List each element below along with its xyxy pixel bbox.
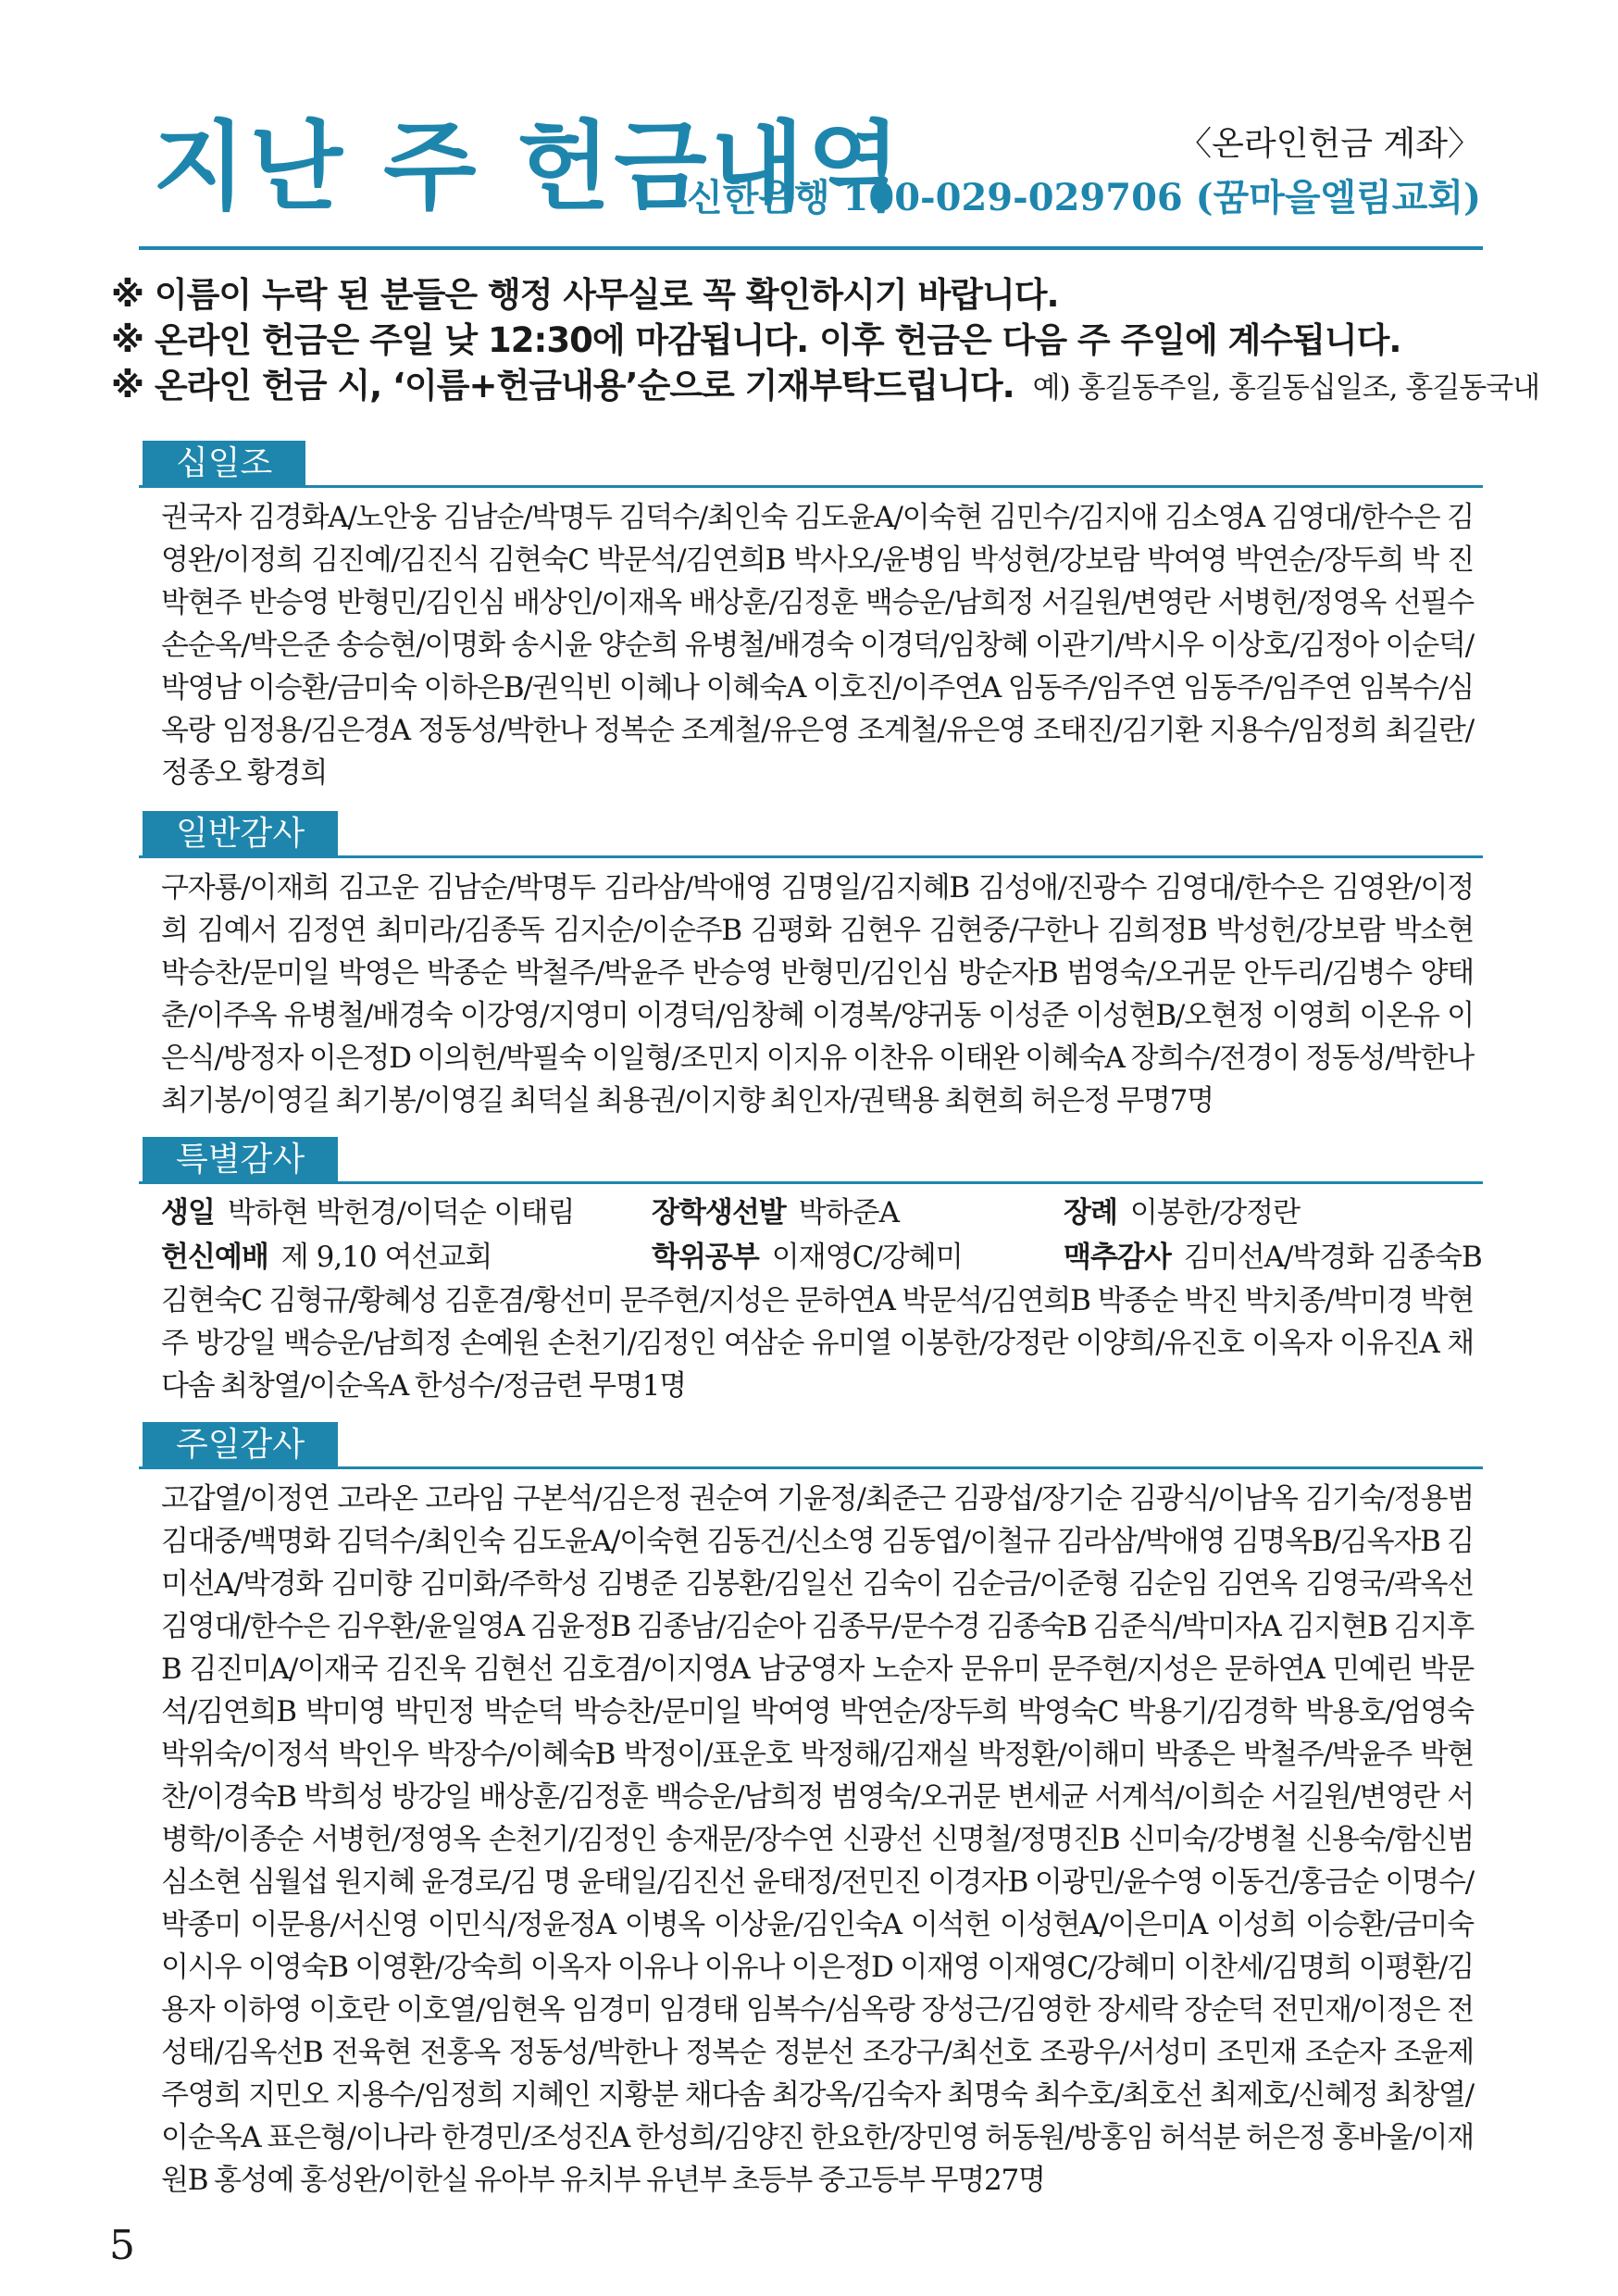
section-label: 일반감사 <box>143 811 338 857</box>
special-category <box>161 1235 492 1279</box>
category-label: 헌신예배 <box>161 1241 268 1274</box>
section-general-thanks <box>139 811 1483 1122</box>
notice-item <box>111 318 1490 363</box>
special-category <box>652 1191 899 1235</box>
category-names: 박하준A <box>798 1196 899 1229</box>
section-divider <box>139 485 1483 488</box>
special-category-grid <box>161 1191 1482 1279</box>
notice-text: ※ 온라인 헌금은 주일 낮 12:30에 마감됩니다. 이후 헌금은 다음 주 주일에 계수됩니다. <box>111 320 1401 360</box>
category-names: 이재영C/강혜미 <box>771 1241 963 1274</box>
section-header <box>139 1422 1483 1470</box>
section-divider <box>139 855 1483 858</box>
category-label: 장례 <box>1064 1196 1117 1229</box>
online-account-info <box>687 122 1481 224</box>
page-title: 지난 주 헌금내역 <box>153 110 904 223</box>
account-label: 〈온라인헌금 계좌〉 <box>1178 125 1481 163</box>
section-label: 십일조 <box>143 441 305 487</box>
section-label: 주일감사 <box>143 1422 338 1468</box>
notice-item <box>111 363 1540 411</box>
donor-names: 권국자 김경화A/노안웅 김남순/박명두 김덕수/최인숙 김도윤A/이숙현 김민수/김지애 김소영A 김영대/한수은 김영완/이정희 김진예/김진식 김현숙C 박문석/김연희B 박사오/윤병임 박성현/강보람 박여영 박연순/장두희 박 진 박현주 반승영 반형민/김인심 배상인/이재옥 배상훈/김정훈 백승운/남희정 서길원/변영란 서병헌/정영옥 선필수 손순옥/박은준 송승현/이명화 송시윤 양순희 유병철/배경숙 이경덕/임창혜 이관기/박시우 이상호/김정아 이순덕/박영남 이승환/금미숙 이하은B/권익빈 이혜나 이혜숙A 이호진/이주연A 임동주/임주연 임동주/임주연 임복수/심옥랑 임정용/김은경A 정동성/박한나 정복순 조계철/유은영 조계철/유은영 조태진/김기환 지용수/임정희 최길란/정종오 황경희 <box>161 501 1474 790</box>
category-label: 맥추감사 <box>1064 1241 1171 1274</box>
section-divider <box>139 1466 1483 1469</box>
special-row <box>161 1235 1482 1279</box>
section-label: 특별감사 <box>143 1137 338 1183</box>
donor-names: 김현숙C 김형규/황혜성 김훈겸/황선미 문주현/지성은 문하연A 박문석/김연희B 박종순 박진 박치종/박미경 박현주 방강일 백승운/남희정 손예원 손천기/김정인 여삼순 유미열 이봉한/강정란 이양희/유진호 이옥자 이유진A 채다솜 최창열/이순옥A 한성수/정금련 무명1명 <box>161 1284 1474 1403</box>
category-names: 제 9,10 여선교회 <box>280 1241 492 1274</box>
section-special-thanks <box>139 1137 1483 1407</box>
special-row <box>161 1191 1474 1235</box>
special-category <box>161 1191 574 1235</box>
notice-text: ※ 온라인 헌금 시, ‘이름+헌금내용’순으로 기재부탁드립니다. <box>111 366 1014 406</box>
header-divider <box>139 246 1483 250</box>
section-sunday-thanks <box>139 1422 1483 2202</box>
page-number: 5 <box>109 2222 135 2269</box>
donor-names: 고갑열/이정연 고라온 고라임 구본석/김은정 권순여 기윤정/최준근 김광섭/장기순 김광식/이남옥 김기숙/정용범 김대중/백명화 김덕수/최인숙 김도윤A/이숙현 김동건/신소영 김동엽/이철규 김라삼/박애영 김명옥B/김옥자B 김미선A/박경화 김미향 김미화/주학성 김병준 김봉환/김일선 김숙이 김순금/이준형 김순임 김연옥 김영국/곽옥선 김영대/한수은 김우환/윤일영A 김윤정B 김종남/김순아 김종무/문수경 김종숙B 김준식/박미자A 김지현B 김지후B 김진미A/이재국 김진욱 김현선 김호겸/이지영A 남궁영자 노순자 문유미 문주현/지성은 문하연A 민예린 박문석/김연희B 박미영 박민정 박순덕 박승찬/문미일 박여영 박연순/장두희 박영숙C 박용기/김경학 박용호/엄영숙 박위숙/이정석 박인우 박장수/이혜숙B 박정이/표운호 박정해/김재실 박정환/이해미 박종은 박철주/박윤주 박현찬/이경숙B 박희성 방강일 배상훈/김정훈 백승운/남희정 범영숙/오귀문 변세균 서계석/이희순 서길원/변영란 서병학/이종순 서병헌/정영옥 손천기/김정인 송재문/장수연 신광선 신명철/정명진B 신미숙/강병철 신용숙/함신범 심소현 심월섭 원지혜 윤경로/김 명 윤태일/김진선 윤태정/전민진 이경자B 이광민/윤수영 이동건/홍금순 이명수/박종미 이문용/서신영 이민식/정윤정A 이병옥 이상윤/김인숙A 이석헌 이성현A/이은미A 이성희 이승환/금미숙 이시우 이영숙B 이영환/강숙희 이옥자 이유나 이유나 이은정D 이재영 이재영C/강혜미 이찬세/김명희 이평환/김용자 이하영 이호란 이호열/임현옥 임경미 임경태 임복수/심옥랑 장성근/김영한 장세락 장순덕 전민재/이정은 전성태/김옥선B 전육현 전홍옥 정동성/박한나 정복순 정분선 조강구/최선호 조광우/서성미 조민재 조순자 조윤제 주영희 지민오 지용수/임정희 지혜인 지황분 채다솜 최강옥/김숙자 최명숙 최수호/최호선 최제호/신혜정 최창열/이순옥A 표은형/이나라 한경민/조성진A 한성희/김양진 한요한/장민영 허동원/방홍임 허석분 허은정 홍바울/이재원B 홍성예 홍성완/이한실 유아부 유치부 유년부 초등부 중고등부 무명27명 <box>161 1482 1474 2197</box>
section-divider <box>139 1181 1483 1184</box>
category-label: 생일 <box>161 1196 215 1229</box>
section-header <box>139 441 1483 489</box>
bank-account-number: 신한은행 100-029-029706 (꿈마을엘림교회) <box>687 176 1481 219</box>
section-header <box>139 811 1483 859</box>
category-names: 이봉한/강정란 <box>1129 1196 1301 1229</box>
notice-list <box>111 272 1540 411</box>
category-label: 장학생선발 <box>652 1196 786 1229</box>
notice-item <box>111 272 1490 318</box>
special-category <box>1064 1191 1300 1235</box>
special-category <box>1064 1235 1482 1279</box>
donor-names: 구자룡/이재희 김고운 김남순/박명두 김라삼/박애영 김명일/김지혜B 김성애/진광수 김영대/한수은 김영완/이정희 김예서 김정연 최미라/김종독 김지순/이순주B 김평화 김현우 김현중/구한나 김희정B 박성헌/강보람 박소현 박승찬/문미일 박영은 박종순 박철주/박윤주 반승영 반형민/김인심 방순자B 범영숙/오귀문 안두리/김병수 양태춘/이주옥 유병철/배경숙 이강영/지영미 이경덕/임창혜 이경복/양귀동 이성준 이성현B/오현정 이영희 이온유 이은식/방정자 이은정D 이의헌/박필숙 이일형/조민지 이지유 이찬유 이태완 이혜숙A 장희수/전경이 정동성/박한나 최기봉/이영길 최기봉/이영길 최덕실 최용권/이지향 최인자/권택용 최현희 허은정 무명7명 <box>161 871 1474 1117</box>
section-header <box>139 1137 1483 1185</box>
category-names: 박하현 박헌경/이덕순 이태림 <box>227 1196 575 1229</box>
notice-text: ※ 이름이 누락 된 분들은 행정 사무실로 꼭 확인하시기 바랍니다. <box>111 275 1059 315</box>
special-category <box>652 1235 963 1279</box>
section-tithe <box>139 441 1483 794</box>
category-names: 김미선A/박경화 김종숙B <box>1183 1241 1482 1274</box>
category-label: 학위공부 <box>652 1241 759 1274</box>
notice-example: 예) 홍길동주일, 홍길동십일조, 홍길동국내 <box>1032 371 1540 405</box>
